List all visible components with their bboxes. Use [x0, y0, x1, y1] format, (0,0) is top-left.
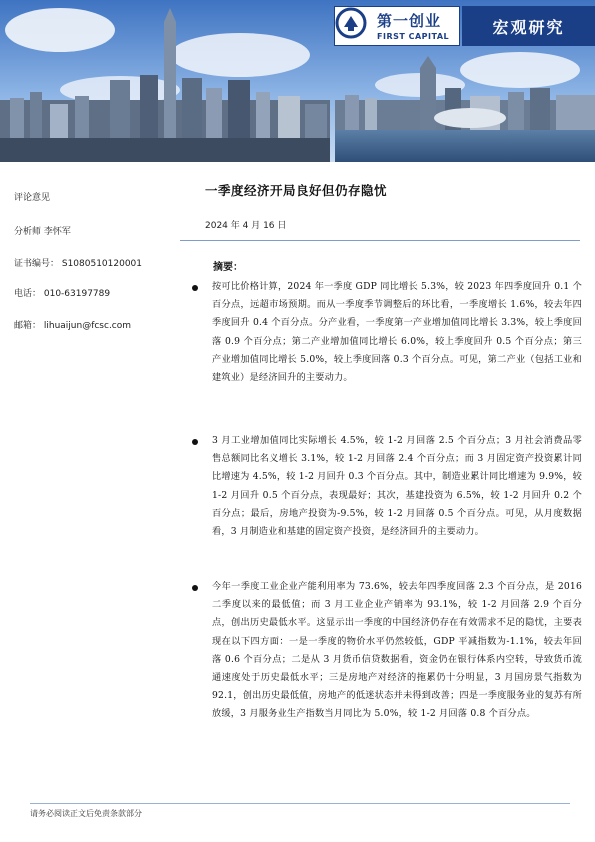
certificate-number: 证书编号： S1080510120001	[14, 259, 143, 269]
title-divider	[180, 240, 580, 241]
summary-heading: 摘要：	[213, 262, 243, 273]
summary-paragraph-2: 3 月工业增加值同比实际增长 4.5%，较 1-2 月回落 2.5 个百分点；3 月社会消费品零售总额同比名义增长 3.1%，较 1-2 月回落 2.4 个百分点；而 3 月固定资产投资累计同比增速为 4.5%，较 1-2 月回升 0.3 个百分点。其中，制造业累计同比增速为 9.9%，较 1-2 月回升 0.5 个百分点，表现最好；其次，基建投资为 6.5%，较 1-2 月回升 0.2 个百分点；最后，房地产投资为-9.5%，较 1-2 月回落 0.5 个百分点。可见，从月度数据看，3 月制造业和基建的固定资产投资，是经济回升的主要动力。	[212, 435, 582, 538]
disclaimer-note: 请务必阅读正文后免责条款部分	[30, 809, 142, 818]
analyst-name: 分析师 李怀军	[14, 227, 71, 237]
bullet-icon	[192, 285, 198, 291]
report-date: 2024 年 4 月 16 日	[205, 221, 287, 231]
logo-chinese-name: 第一创业	[377, 12, 442, 30]
section-label: 宏观研究	[462, 6, 595, 46]
company-logo	[334, 6, 460, 46]
logo-english-name: FIRST CAPITAL	[377, 32, 450, 41]
bullet-icon	[192, 585, 198, 591]
logo-emblem-icon	[335, 7, 367, 39]
summary-paragraph-1: 按可比价格计算，2024 年一季度 GDP 同比增长 5.3%，较 2023 年四季度回升 0.1 个百分点，远超市场预期。而从一季度季节调整后的环比看，一季度增长 1.6%，较去年四季度回升 0.4 个百分点。分产业看，一季度第一产业增加值同比增长 3.3%，较上季度回落 0.9 个百分点；第二产业增加值同比增长 6.0%，较上季度回升 0.5 个百分点；第三产业增加值同比增长 5.0%，较上季度回落 0.3 个百分点。可见，第二产业（包括工业和建筑业）是经济回升的主要动力。	[212, 281, 582, 384]
email-address[interactable]: 邮箱： lihuaijun@fcsc.com	[14, 321, 132, 331]
header-banner	[0, 0, 595, 162]
bullet-icon	[192, 439, 198, 445]
report-title: 一季度经济开局良好但仍存隐忧	[205, 183, 388, 198]
phone-number: 电话： 010-63197789	[14, 289, 111, 299]
footer-divider	[30, 803, 570, 804]
summary-paragraph-3: 今年一季度工业企业产能利用率为 73.6%，较去年四季度回落 2.3 个百分点，是 2016 二季度以来的最低值；而 3 月工业企业产销率为 93.1%，较 1-2 月回落 2.9 个百分点，创出历史最低水平。这显示出一季度的中国经济仍存在有效需求不足的隐忧，主要表现在以下四方面：一是一季度的物价水平仍然较低，GDP 平减指数为-1.1%，较去年回落 0.6 个百分点；二是从 3 月货币信贷数据看，资金仍在银行体系内空转，导致货币流通速度处于历史最低水平；三是房地产对经济的拖累仍十分明显，3 月国房景气指数为 92.1，创出历史最低值，房地产的低迷状态并未得到改善；四是一季度服务业的复苏有所放缓，3 月服务业生产指数当月同比为 5.0%，较 1-2 月回落 0.8 个百分点。	[212, 581, 582, 720]
report-type: 评论意见	[14, 193, 51, 203]
